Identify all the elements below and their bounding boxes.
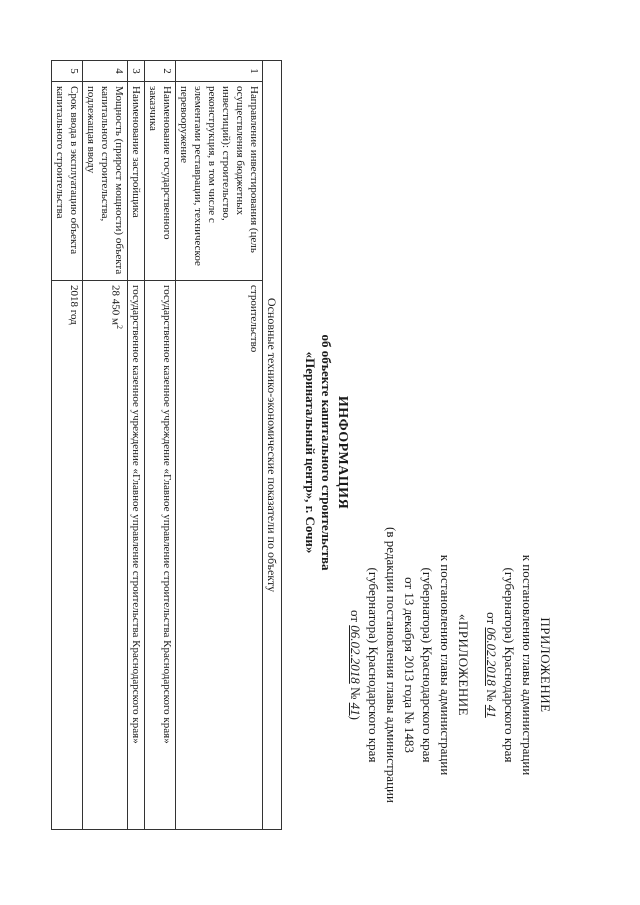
row-label: Мощность (прирост мощности) объекта капитального строительства, подлежащая вводу (83, 82, 128, 281)
table-header: Основные технико-экономические показатели по объекту (263, 61, 282, 830)
row-value: 28 450 $м^2$ (83, 281, 128, 830)
table-row (83, 61, 128, 830)
row-label: Направление инвестирования (цель осуществления бюджетных инвестиций): строительство, реконструкция, в том числе с элементами реставрации, техническое перевооружение (176, 82, 263, 281)
title-main: ИНФОРМАЦИЯ (335, 395, 350, 510)
handwritten-date: 06.02.2018 (484, 627, 499, 686)
indicators-table (51, 60, 282, 830)
appendix-date-line-2: от 06.02.2018 № 41) (348, 609, 363, 720)
row-value: строительство (176, 281, 263, 830)
appendix-block (346, 500, 554, 830)
row-value: государственное казенное учреждение «Главное управление строительства Краснодарского края» (128, 281, 145, 830)
appendix-line: к постановлению главы администрации (438, 554, 453, 776)
row-number: 1 (176, 61, 263, 82)
unit-superscript: 2 (115, 324, 124, 329)
row-label: Наименование государственного заказчика (145, 82, 176, 281)
appendix-heading-2: «ПРИЛОЖЕНИЕ (456, 613, 471, 717)
handwritten-number: 41 (484, 704, 499, 718)
document-title (302, 0, 350, 905)
appendix-line: от 13 декабря 2013 года № 1483 (402, 577, 417, 753)
row-value: государственное казенное учреждение «Главное управление строительства Краснодарского края» (145, 281, 176, 830)
row-number: 4 (83, 61, 128, 82)
table-row (128, 61, 145, 830)
appendix-date-line: от 06.02.2018 № 41 (484, 612, 499, 718)
row-number: 5 (52, 61, 83, 82)
appendix-line: (губернатора) Краснодарского края (366, 567, 381, 763)
row-label: Наименование застройщика (128, 82, 145, 281)
handwritten-date: 06.02.2018 (348, 625, 363, 684)
table-row (145, 61, 176, 830)
title-sub: об объекте капитального строительства (319, 334, 334, 571)
appendix-line: (губернатора) Краснодарского края (420, 567, 435, 763)
row-label: Срок ввода в эксплуатацию объекта капитального строительства (52, 82, 83, 281)
appendix-line: (в редакции постановления главы администрации (384, 527, 399, 803)
table-row (52, 61, 83, 830)
appendix-line: (губернатора) Краснодарского края (502, 567, 517, 763)
row-value: 2018 год (52, 281, 83, 830)
row-number: 2 (145, 61, 176, 82)
table-row (176, 61, 263, 830)
appendix-line: к постановлению главы администрации (520, 554, 535, 776)
handwritten-number: 41 (348, 702, 363, 716)
title-sub: «Перинатальный центр», г. Сочи» (303, 351, 318, 554)
appendix-heading: ПРИЛОЖЕНИЕ (538, 617, 553, 713)
row-number: 3 (128, 61, 145, 82)
